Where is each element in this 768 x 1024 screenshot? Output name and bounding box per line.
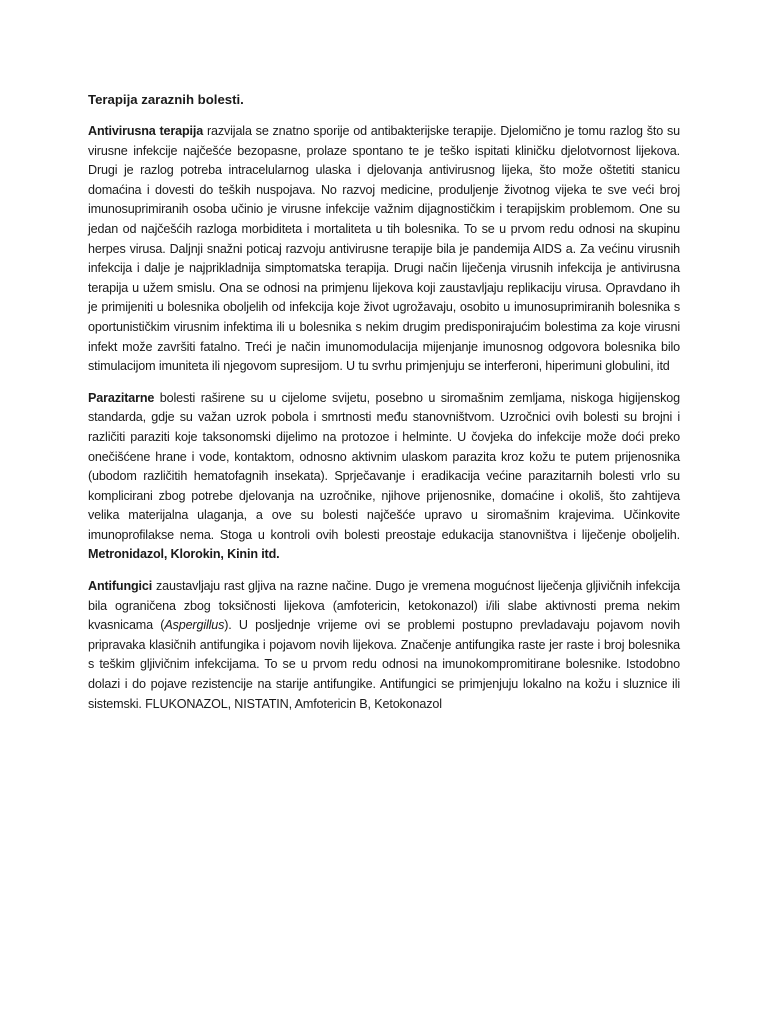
paragraph-antivirusna: [88, 122, 680, 377]
paragraph-drugs-parazitarne: Metronidazol, Klorokin, Kinin itd.: [88, 547, 280, 562]
paragraph-body-parazitarne: bolesti raširene su u cijelome svijetu, posebno u siromašnim zemljama, niskoga higijenskog standarda, gdje su važan uzrok pobola i smrtnosti među stanovništvom. Uzročnici ovih bolesti su brojni i različiti paraziti koje taksonomski dijelimo na protozoe i helminte. U čovjeka do infekcije može doći preko onečišćene hrane i vode, kontaktom, odnosno aktivnim ulaskom parazita kroz kožu te putem prijenosnika (ubodom različitih hematofagnih insekata). Sprječavanje i eradikacija većine parazitarnih bolesti vrlo su komplicirani zbog potrebe djelovanja na uzročnike, njihove prijenosnike, domaćine i okoliš, što zahtijeva velika materijalna ulaganja, a ove su bolesti najčešće upravo u siromašnim krajevima. Učinkovite imunoprofilakse nema. Stoga u kontroli ovih bolesti preostaje edukacija stanovništva i liječenje oboljelih.: [88, 390, 680, 542]
paragraph-lead-antivirusna: Antivirusna terapija: [88, 124, 204, 138]
paragraph-italic-aspergillus: Aspergillus: [164, 618, 225, 633]
paragraph-antifungici: [88, 577, 680, 714]
paragraph-parazitarne: [88, 389, 680, 565]
paragraph-body-antifungici-1: zaustavljaju rast gljiva na razne načine. Dugo je vremena mogućnost liječenja gljivičnih infekcija bila ograničena zbog toksičnosti lijekova (amfotericin, ketokonazol) i/ili slabe aktivnosti prema nekim kvasnicama (: [88, 579, 680, 633]
paragraph-lead-antifungici: Antifungici: [88, 579, 153, 594]
paragraph-body-antifungici-2: ). U posljednje vrijeme ovi se problemi postupno prevladavaju pojavom novih pripravaka klasičnih antifungika i pojavom novih lijekova. Značenje antifungika raste jer raste i broj bolesnika s teškim gljivičnim infekcijama. To se u prvom redu odnosi na imunokompromitirane bolesnike. Istodobno dolazi i do pojave rezistencije na starije antifungike. Antifungici se primjenjuju lokalno na kožu i sluznice ili sistemski. FLUKONAZOL, NISTATIN, Amfotericin B, Ketokonazol: [88, 618, 680, 711]
paragraph-lead-parazitarne: Parazitarne: [88, 390, 155, 405]
paragraph-body-antivirusna: razvijala se znatno sporije od antibakterijske terapije. Djelomično je tomu razlog što su virusne infekcije najčešće bezopasne, prolaze spontano te je teško ispitati kliničku djelotvornost lijekova. Drugi je razlog potreba intracelularnog ulaska i djelovanja antivirusnog lijeka, što može oštetiti stanicu domaćina i dovesti do teških nuspojava. No razvoj medicine, produljenje životnog vijeka te sve veći broj imunosuprimiranih osoba učinio je virusne infekcije važnim dijagnostičkim i terapijskim problemom. One su jedan od najčešćih razloga morbiditeta i mortaliteta u tih bolesnika. To se u prvom redu odnosi na skupinu herpes virusa. Daljnji snažni poticaj razvoju antivirusne terapije bila je pandemija AIDS a. Za većinu virusnih infekcija i dalje je najprikladnija simptomatska terapija. Drugi način liječenja virusnih infekcija je antivirusna terapija u užem smislu. Ona se odnosi na primjenu lijekova koji zaustavljaju replikaciju virusa. Opravdano ih je primijeniti u bolesnika oboljelih od infekcija koje život ugrožavaju, osobito u imunosuprimiranih bolesnika s oportunističkim virusnim infektima ili u bolesnika s nekim drugim predisponirajućim bolestima za koje virusni infekt može završiti fatalno. Treći je način imunomodulacija mijenjanje imunosnog odgovora bolesnika bilo stimulacijom imuniteta ili njegovom supresijom. U tu svrhu primjenjuju se interferoni, hiperimuni globulini, itd: [88, 124, 680, 374]
document-page: [88, 90, 680, 726]
document-title: Terapija zaraznih bolesti.: [88, 92, 244, 107]
